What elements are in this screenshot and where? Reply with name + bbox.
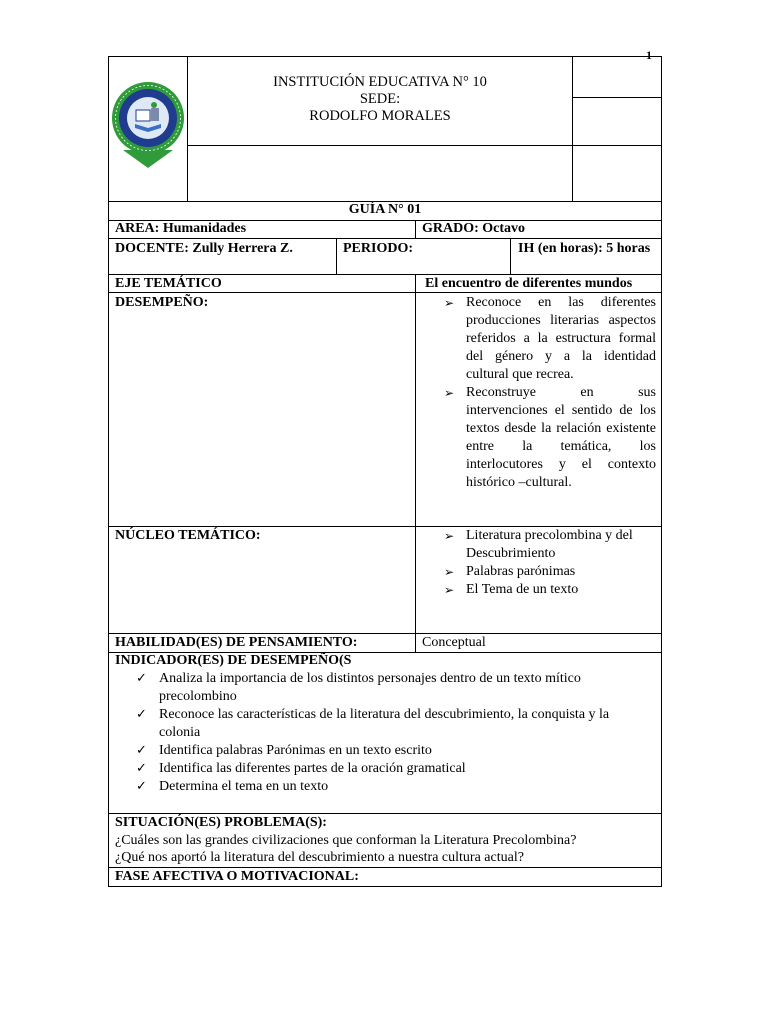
indicador-item: ✓ Reconoce las características de la literatura del descubrimiento, la conquista y la colonia bbox=[108, 706, 648, 742]
page-number: 1 bbox=[646, 48, 652, 62]
habilidad-label: HABILIDAD(ES) DE PENSAMIENTO: bbox=[115, 635, 358, 650]
sede-name: RODOLFO MORALES bbox=[309, 108, 451, 124]
nucleo-item: ➢ Palabras parónimas bbox=[416, 563, 656, 581]
indicador-list bbox=[108, 670, 648, 796]
desempeno-item: ➢ Reconoce en las diferentes producciones literarias aspectos referidos a la estructura formal del género y a la identidad cultural que recrea. bbox=[416, 294, 656, 384]
desempeno-list bbox=[416, 294, 656, 492]
docente-divider bbox=[336, 238, 337, 275]
situacion-line-2: ¿Qué nos aportó la literatura del descubrimiento a nuestra cultura actual? bbox=[115, 850, 524, 865]
situacion-label: SITUACIÓN(ES) PROBLEMA(S): bbox=[115, 815, 327, 830]
grado-label: GRADO: Octavo bbox=[422, 221, 526, 236]
habilidad-value: Conceptual bbox=[422, 635, 486, 650]
header-divider-small bbox=[572, 97, 662, 98]
indicador-item: ✓ Identifica palabras Parónimas en un texto escrito bbox=[108, 742, 648, 760]
ih-label: IH (en horas): 5 horas bbox=[518, 241, 651, 256]
eje-value: El encuentro de diferentes mundos bbox=[425, 276, 633, 291]
periodo-label: PERIODO: bbox=[343, 241, 413, 256]
eje-label: EJE TEMÁTICO bbox=[115, 276, 222, 291]
institution-name: INSTITUCIÓN EDUCATIVA N° 10 bbox=[273, 74, 487, 90]
desempeno-item: ➢ Reconstruye en sus intervenciones el sentido de los textos desde la relación existente entre la temática, los interlocutores y el contexto histórico –cultural. bbox=[416, 384, 656, 492]
guide-title-row bbox=[108, 201, 662, 221]
desempeno-label: DESEMPEÑO: bbox=[115, 295, 209, 310]
institution-header bbox=[188, 74, 572, 125]
guide-title: GUÍA N° 01 bbox=[348, 202, 422, 217]
eje-divider bbox=[415, 274, 416, 293]
nucleo-list bbox=[416, 527, 656, 599]
sede-label: SEDE: bbox=[359, 91, 401, 107]
periodo-divider bbox=[510, 238, 511, 275]
nucleo-item: ➢ El Tema de un texto bbox=[416, 581, 656, 599]
fase-label: FASE AFECTIVA O MOTIVACIONAL: bbox=[115, 869, 359, 884]
indicador-item: ✓ Identifica las diferentes partes de la oración gramatical bbox=[108, 760, 648, 778]
header-divider-right bbox=[572, 56, 573, 202]
indicador-label: INDICADOR(ES) DE DESEMPEÑO(S bbox=[115, 653, 352, 668]
indicador-item: ✓ Analiza la importancia de los distintos personajes dentro de un texto mítico precolombino bbox=[108, 670, 648, 706]
nucleo-label: NÚCLEO TEMÁTICO: bbox=[115, 528, 261, 543]
area-label: AREA: Humanidades bbox=[115, 221, 247, 236]
docente-label: DOCENTE: Zully Herrera Z. bbox=[115, 241, 293, 256]
header-divider-mid bbox=[187, 145, 662, 146]
habilidad-divider bbox=[415, 633, 416, 653]
situacion-line-1: ¿Cuáles son las grandes civilizaciones que conforman la Literatura Precolombina? bbox=[115, 833, 577, 848]
indicador-item: ✓ Determina el tema en un texto bbox=[108, 778, 648, 796]
nucleo-item: ➢ Literatura precolombina y del Descubrimiento bbox=[416, 527, 656, 563]
area-divider bbox=[415, 220, 416, 239]
school-logo bbox=[109, 72, 187, 170]
